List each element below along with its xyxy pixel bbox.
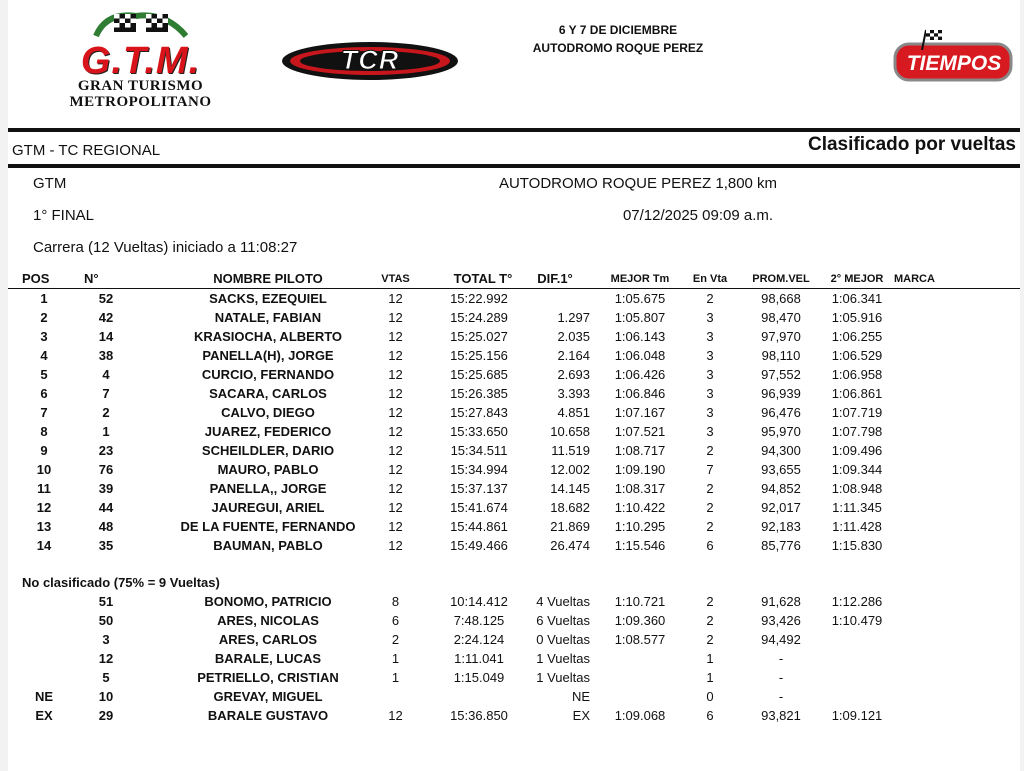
category-label: GTM - TC REGIONAL: [12, 142, 161, 159]
number-cell: 48: [98, 519, 114, 534]
second-best-cell: 1:07.719: [831, 405, 883, 420]
total-time-cell: 15:33.650: [450, 424, 508, 439]
event-date: 6 Y 7 DE DICIEMBRE: [558, 23, 678, 37]
best-lap-cell: 1:10.422: [614, 500, 666, 515]
pos-cell: 7: [40, 405, 48, 420]
table-row: [8, 631, 1020, 649]
table-row: [8, 593, 1020, 611]
race-info: Carrera (12 Vueltas) iniciado a 11:08:27: [33, 239, 298, 256]
pos-cell: 5: [40, 367, 48, 382]
second-best-cell: 1:07.798: [831, 424, 883, 439]
on-lap-cell: 2: [706, 443, 714, 458]
number-cell: 7: [102, 386, 110, 401]
gtm-logo-mark: G.T.M.: [80, 40, 201, 82]
pos-cell: 1: [40, 291, 48, 306]
laps-cell: 6: [391, 613, 400, 628]
total-time-cell: 1:11.041: [454, 651, 504, 666]
gtm-logo-line1: GRAN TURISMO: [77, 78, 204, 94]
tcr-logo: [280, 40, 460, 82]
track-label: AUTODROMO ROQUE PEREZ 1,800 km: [498, 175, 778, 192]
driver-name-cell: GREVAY, MIGUEL: [213, 689, 323, 704]
col-num: N°: [84, 271, 99, 286]
number-cell: 51: [98, 594, 114, 609]
table-row: [8, 650, 1020, 668]
event-venue: AUTODROMO ROQUE PEREZ: [532, 41, 704, 55]
on-lap-cell: 3: [706, 329, 714, 344]
diff-cell: 18.682: [550, 500, 590, 515]
avg-speed-cell: 94,300: [761, 443, 801, 458]
driver-name-cell: KRASIOCHA, ALBERTO: [193, 329, 343, 344]
avg-speed-cell: 94,492: [761, 632, 801, 647]
avg-speed-cell: 96,476: [761, 405, 801, 420]
best-lap-cell: 1:15.546: [614, 538, 666, 553]
number-cell: 23: [98, 443, 114, 458]
table-row: [8, 537, 1020, 555]
table-row: [8, 669, 1020, 687]
diff-cell: 12.002: [550, 462, 590, 477]
diff-cell: 1.297: [557, 310, 590, 325]
total-time-cell: 15:24.289: [450, 310, 508, 325]
second-best-cell: 1:09.496: [831, 443, 883, 458]
driver-name-cell: NATALE, FABIAN: [214, 310, 322, 325]
diff-cell: 21.869: [550, 519, 590, 534]
table-row: [8, 499, 1020, 517]
laps-cell: 12: [388, 291, 403, 306]
best-lap-cell: 1:09.190: [614, 462, 666, 477]
second-best-cell: 1:09.121: [831, 708, 883, 723]
on-lap-cell: 2: [706, 632, 714, 647]
driver-name-cell: PANELLA(H), JORGE: [202, 348, 334, 363]
col-mark: MARCA: [894, 273, 935, 285]
best-lap-cell: 1:05.807: [614, 310, 666, 325]
diff-cell: 2.164: [557, 348, 590, 363]
diff-cell: 2.035: [557, 329, 590, 344]
pos-cell: NE: [34, 689, 54, 704]
table-row: [8, 423, 1020, 441]
driver-name-cell: BARALE, LUCAS: [214, 651, 322, 666]
avg-speed-cell: 95,970: [761, 424, 801, 439]
second-best-cell: 1:06.341: [831, 291, 883, 306]
best-lap-cell: 1:08.717: [614, 443, 666, 458]
best-lap-cell: 1:09.068: [614, 708, 666, 723]
pos-cell: 6: [40, 386, 48, 401]
number-cell: 14: [98, 329, 114, 344]
not-classified-label: No clasificado (75% = 9 Vueltas): [22, 575, 220, 590]
results-sheet: [8, 0, 1020, 771]
col-name: NOMBRE PILOTO: [213, 271, 323, 286]
best-lap-cell: 1:06.846: [614, 386, 666, 401]
driver-name-cell: CALVO, DIEGO: [221, 405, 315, 420]
on-lap-cell: 3: [706, 367, 714, 382]
on-lap-cell: 0: [706, 689, 714, 704]
diff-cell: NE: [571, 689, 590, 704]
pos-cell: 3: [40, 329, 48, 344]
on-lap-cell: 2: [706, 500, 714, 515]
second-best-cell: 1:12.286: [831, 594, 883, 609]
total-time-cell: 10:14.412: [450, 594, 508, 609]
col-total: TOTAL T°: [453, 271, 513, 286]
number-cell: 2: [102, 405, 110, 420]
avg-speed-cell: 85,776: [761, 538, 801, 553]
laps-cell: 2: [391, 632, 400, 647]
avg-speed-cell: 93,821: [761, 708, 801, 723]
laps-cell: 12: [388, 367, 403, 382]
on-lap-cell: 6: [706, 538, 714, 553]
number-cell: 5: [102, 670, 110, 685]
pos-cell: 13: [36, 519, 52, 534]
avg-speed-cell: 98,668: [761, 291, 801, 306]
best-lap-cell: 1:07.167: [614, 405, 666, 420]
gtm-logo: [48, 8, 233, 108]
on-lap-cell: 2: [706, 613, 714, 628]
laps-cell: 12: [388, 500, 403, 515]
pos-cell: 9: [40, 443, 48, 458]
pos-cell: EX: [35, 708, 53, 723]
table-row: [8, 309, 1020, 327]
on-lap-cell: 1: [706, 670, 714, 685]
avg-speed-cell: 98,110: [761, 348, 801, 363]
pos-cell: 10: [36, 462, 52, 477]
avg-speed-cell: 97,970: [761, 329, 801, 344]
driver-name-cell: ARES, CARLOS: [218, 632, 318, 647]
avg-speed-cell: -: [778, 651, 784, 666]
laps-cell: 12: [388, 386, 403, 401]
on-lap-cell: 3: [706, 348, 714, 363]
on-lap-cell: 2: [706, 481, 714, 496]
diff-cell: 2.693: [557, 367, 590, 382]
number-cell: 39: [98, 481, 114, 496]
number-cell: 44: [98, 500, 114, 515]
second-best-cell: 1:09.344: [831, 462, 883, 477]
laps-cell: 12: [388, 329, 403, 344]
driver-name-cell: CURCIO, FERNANDO: [201, 367, 335, 382]
number-cell: 35: [98, 538, 114, 553]
laps-cell: 12: [388, 481, 403, 496]
best-lap-cell: 1:09.360: [614, 613, 666, 628]
diff-cell: 4.851: [557, 405, 590, 420]
laps-cell: 12: [388, 443, 403, 458]
laps-cell: 12: [388, 462, 403, 477]
best-lap-cell: 1:06.426: [614, 367, 666, 382]
diff-cell: 1 Vueltas: [536, 670, 590, 685]
avg-speed-cell: 97,552: [761, 367, 801, 382]
table-row: [8, 480, 1020, 498]
best-lap-cell: 1:08.577: [614, 632, 666, 647]
total-time-cell: 15:41.674: [450, 500, 508, 515]
driver-name-cell: DE LA FUENTE, FERNANDO: [180, 519, 356, 534]
second-best-cell: 1:11.345: [832, 500, 882, 515]
title-divider: [8, 164, 1020, 168]
on-lap-cell: 3: [706, 386, 714, 401]
driver-name-cell: SCHEILDLER, DARIO: [201, 443, 335, 458]
driver-name-cell: MAURO, PABLO: [217, 462, 319, 477]
total-time-cell: 15:36.850: [450, 708, 508, 723]
avg-speed-cell: 93,426: [761, 613, 801, 628]
diff-cell: 1 Vueltas: [536, 651, 590, 666]
total-time-cell: 1:15.049: [453, 670, 505, 685]
laps-cell: 1: [391, 651, 400, 666]
on-lap-cell: 2: [706, 291, 714, 306]
laps-cell: 12: [388, 424, 403, 439]
laps-cell: 12: [388, 348, 403, 363]
second-best-cell: 1:06.861: [831, 386, 883, 401]
avg-speed-cell: 94,852: [761, 481, 801, 496]
driver-name-cell: SACKS, EZEQUIEL: [209, 291, 327, 306]
pos-cell: 2: [40, 310, 48, 325]
second-best-cell: 1:15.830: [831, 538, 883, 553]
number-cell: 1: [102, 424, 110, 439]
best-lap-cell: 1:10.295: [614, 519, 666, 534]
number-cell: 52: [98, 291, 114, 306]
total-time-cell: 15:27.843: [450, 405, 508, 420]
header-divider: [8, 128, 1020, 132]
diff-cell: 14.145: [550, 481, 590, 496]
on-lap-cell: 3: [706, 424, 714, 439]
table-row: [8, 518, 1020, 536]
total-time-cell: 15:25.156: [450, 348, 508, 363]
number-cell: 29: [98, 708, 114, 723]
not-classified-section: [8, 575, 1020, 593]
number-cell: 3: [102, 632, 110, 647]
pos-cell: 12: [36, 500, 52, 515]
table-row: [8, 612, 1020, 630]
total-time-cell: 15:37.137: [450, 481, 508, 496]
on-lap-cell: 3: [706, 405, 714, 420]
best-lap-cell: 1:06.048: [614, 348, 666, 363]
number-cell: 12: [98, 651, 114, 666]
total-time-cell: 15:34.511: [450, 443, 508, 458]
col-on-lap: En Vta: [692, 273, 728, 285]
number-cell: 76: [98, 462, 114, 477]
pos-cell: 4: [40, 348, 48, 363]
total-time-cell: 15:49.466: [450, 538, 508, 553]
driver-name-cell: BAUMAN, PABLO: [213, 538, 323, 553]
table-row: [8, 442, 1020, 460]
avg-speed-cell: 91,628: [761, 594, 801, 609]
best-lap-cell: 1:05.675: [614, 291, 666, 306]
number-cell: 38: [98, 348, 114, 363]
driver-name-cell: BONOMO, PATRICIO: [204, 594, 332, 609]
pos-cell: 14: [36, 538, 52, 553]
number-cell: 4: [102, 367, 110, 382]
on-lap-cell: 1: [706, 651, 714, 666]
driver-name-cell: PANELLA,, JORGE: [209, 481, 327, 496]
pos-cell: 11: [37, 481, 51, 496]
best-lap-cell: 1:10.721: [614, 594, 666, 609]
laps-cell: 8: [391, 594, 400, 609]
best-lap-cell: 1:06.143: [614, 329, 666, 344]
on-lap-cell: 7: [706, 462, 714, 477]
driver-name-cell: BARALE GUSTAVO: [207, 708, 329, 723]
number-cell: 10: [98, 689, 114, 704]
on-lap-cell: 6: [706, 708, 714, 723]
col-avg-speed: PROM.VEL: [752, 273, 810, 285]
diff-cell: 6 Vueltas: [536, 613, 590, 628]
report-title: Clasificado por vueltas: [807, 134, 1016, 155]
diff-cell: 4 Vueltas: [536, 594, 590, 609]
tcr-logo-text: TCR: [340, 45, 400, 75]
col-laps: VTAS: [381, 273, 410, 285]
total-time-cell: 15:22.992: [450, 291, 508, 306]
driver-name-cell: PETRIELLO, CRISTIAN: [197, 670, 339, 685]
driver-name-cell: JUAREZ, FEDERICO: [204, 424, 332, 439]
session-label: 1° FINAL: [33, 207, 95, 224]
second-best-cell: 1:08.948: [831, 481, 883, 496]
gtm-logo-line2: METROPOLITANO: [69, 94, 212, 110]
total-time-cell: 15:34.994: [450, 462, 508, 477]
avg-speed-cell: 93,655: [761, 462, 801, 477]
avg-speed-cell: 92,017: [761, 500, 801, 515]
datetime-label: 07/12/2025 09:09 a.m.: [622, 207, 774, 224]
col-best2: 2° MEJOR: [830, 273, 884, 285]
driver-name-cell: ARES, NICOLAS: [217, 613, 319, 628]
col-diff: DIF.1°: [537, 271, 573, 286]
laps-cell: 1: [391, 670, 400, 685]
second-best-cell: 1:06.255: [831, 329, 883, 344]
header-underline: [8, 288, 1020, 289]
series-label: GTM: [33, 175, 67, 192]
table-row: [8, 366, 1020, 384]
table-row: [8, 688, 1020, 706]
second-best-cell: 1:11.428: [832, 519, 882, 534]
laps-cell: 12: [388, 310, 403, 325]
laps-cell: 12: [388, 405, 403, 420]
table-header: [8, 270, 1020, 288]
number-cell: 50: [98, 613, 114, 628]
tiempos-logo-text: TIEMPOS: [906, 52, 1002, 75]
diff-cell: 10.658: [550, 424, 590, 439]
table-row: [8, 328, 1020, 346]
best-lap-cell: 1:08.317: [614, 481, 666, 496]
second-best-cell: 1:06.529: [831, 348, 883, 363]
pos-cell: 8: [40, 424, 48, 439]
total-time-cell: 15:44.861: [450, 519, 508, 534]
total-time-cell: 15:25.027: [450, 329, 508, 344]
avg-speed-cell: 98,470: [761, 310, 801, 325]
table-row: [8, 707, 1020, 725]
total-time-cell: 2:24.124: [453, 632, 505, 647]
driver-name-cell: SACARA, CARLOS: [209, 386, 327, 401]
col-best: MEJOR Tm: [610, 273, 670, 285]
best-lap-cell: 1:07.521: [614, 424, 666, 439]
second-best-cell: 1:06.958: [831, 367, 883, 382]
avg-speed-cell: -: [778, 670, 784, 685]
diff-cell: 0 Vueltas: [536, 632, 590, 647]
on-lap-cell: 2: [706, 519, 714, 534]
table-row: [8, 404, 1020, 422]
avg-speed-cell: -: [778, 689, 784, 704]
on-lap-cell: 3: [706, 310, 714, 325]
avg-speed-cell: 92,183: [761, 519, 801, 534]
table-row: [8, 347, 1020, 365]
avg-speed-cell: 96,939: [761, 386, 801, 401]
second-best-cell: 1:10.479: [831, 613, 883, 628]
second-best-cell: 1:05.916: [831, 310, 883, 325]
laps-cell: 12: [388, 519, 403, 534]
col-pos: POS: [22, 271, 50, 286]
diff-cell: 26.474: [550, 538, 590, 553]
laps-cell: 12: [388, 708, 403, 723]
diff-cell: EX: [572, 708, 590, 723]
on-lap-cell: 2: [706, 594, 714, 609]
table-row: [8, 385, 1020, 403]
number-cell: 42: [98, 310, 114, 325]
tiempos-logo: [892, 28, 1014, 84]
table-row: [8, 461, 1020, 479]
laps-cell: 12: [388, 538, 403, 553]
driver-name-cell: JAUREGUI, ARIEL: [211, 500, 325, 515]
diff-cell: 11.519: [551, 443, 590, 458]
total-time-cell: 15:25.685: [450, 367, 508, 382]
total-time-cell: 15:26.385: [450, 386, 508, 401]
table-row: [8, 290, 1020, 308]
diff-cell: 3.393: [557, 386, 590, 401]
total-time-cell: 7:48.125: [453, 613, 505, 628]
